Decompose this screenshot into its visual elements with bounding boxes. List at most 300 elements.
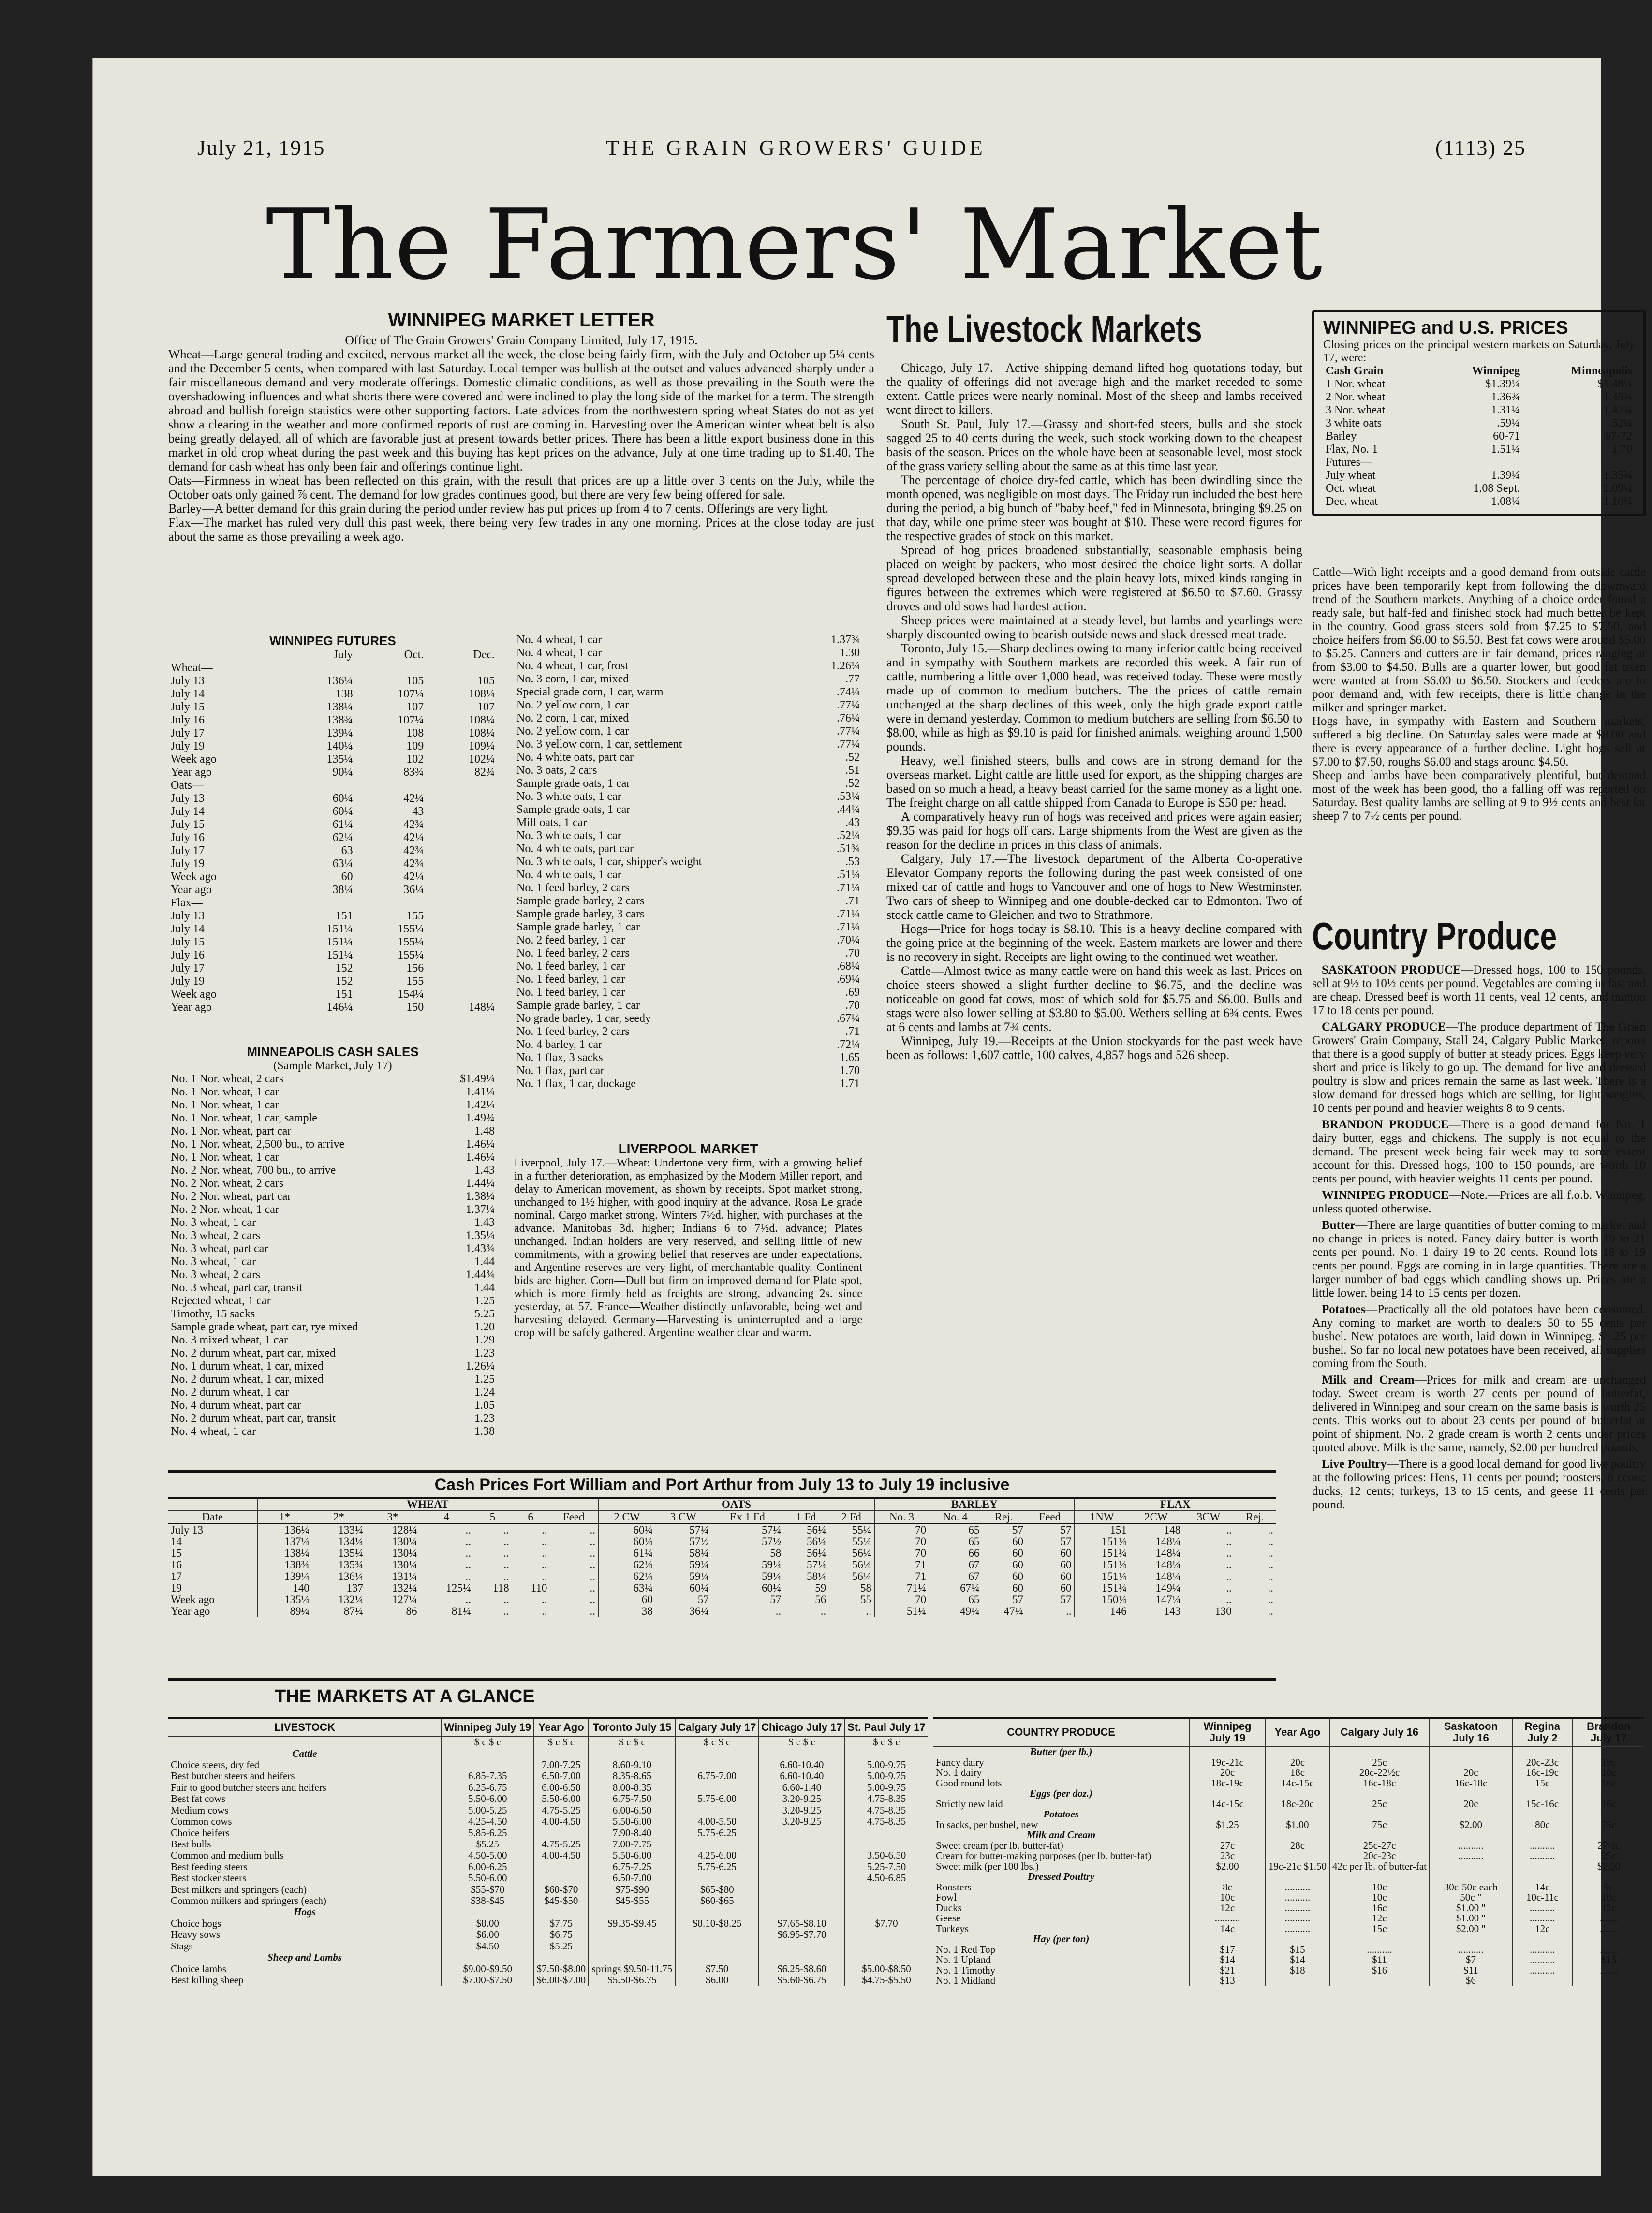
- glance-heading: THE MARKETS AT A GLANCE: [275, 1686, 535, 1707]
- glance-section-row: [933, 1746, 1644, 1757]
- mpls-table: [168, 1073, 497, 1438]
- futures-cell: Year ago: [171, 884, 212, 896]
- glance-cell: 4.75-8.35: [845, 1816, 928, 1827]
- glance-cell: $5.60-$6.75: [759, 1975, 845, 1986]
- glance-cell: $1.25: [1189, 1820, 1266, 1830]
- glance-empty: [845, 1952, 928, 1963]
- newspaper-page: [92, 58, 1646, 2176]
- cash-col-header: 3CW: [1183, 1511, 1234, 1524]
- futures-cell: 155: [406, 975, 424, 988]
- glance-cell: 5.50-6.00: [442, 1873, 533, 1884]
- produce-paragraph-lead: Milk and Cream: [1322, 1373, 1415, 1387]
- futures-cell: 102: [406, 753, 424, 766]
- glance-section-label: Hay (per ton): [1032, 1933, 1090, 1945]
- cash-price-cell: ..: [1268, 1547, 1273, 1559]
- cash-sale-row: [514, 1025, 862, 1038]
- glance-empty: [533, 1952, 589, 1963]
- glance-col-header: St. Paul July 17: [845, 1718, 928, 1736]
- glance-empty: [1573, 1830, 1644, 1841]
- futures-cell: 42¼: [403, 870, 424, 883]
- cash-price-cell: ..: [590, 1547, 595, 1559]
- glance-cell: 6.75-7.25: [589, 1861, 675, 1873]
- glance-row: [168, 1929, 928, 1940]
- cash-sale-price: .52¼: [837, 829, 860, 842]
- glance-cell: $7.50-$8.00: [533, 1963, 589, 1975]
- cash-price-cell: 56: [815, 1593, 826, 1606]
- glance-cell: [1329, 1976, 1430, 1986]
- glance-cell: ..........: [1266, 1892, 1329, 1903]
- cash-price-cell: 57: [1060, 1593, 1072, 1606]
- glance-empty: [1266, 1788, 1329, 1799]
- glance-cell: $13: [1189, 1976, 1266, 1986]
- glance-cell: 6.60-1.40: [759, 1782, 845, 1793]
- cash-sale-price: 1.44¾: [466, 1269, 495, 1281]
- glance-cell: Sweet milk (per 100 lbs.): [936, 1860, 1039, 1872]
- glance-section-label: Milk and Cream: [1026, 1829, 1096, 1841]
- glance-empty: [1430, 1934, 1512, 1945]
- cash-price-cell: 70: [874, 1548, 929, 1559]
- cash-sale-row: [514, 895, 862, 908]
- cash-price-cell: 138¼: [257, 1548, 312, 1559]
- glance-cell: $5.50-$6.75: [589, 1975, 675, 1986]
- cash-price-cell: 149¼: [1155, 1582, 1181, 1594]
- prices-heading: WINNIPEG and U.S. PRICES: [1323, 318, 1568, 338]
- produce-paragraph-text: —There are large quantities of butter coming to market and no change in prices is noted. Fancy dairy butter is worth 19 to 21 cents per pound. No. 1 dairy 19 to 20 cents. Round lots 18 to 19 cents per pound. Eggs are coming in in large quantities. There are a larger number of bad eggs which candling shows up. Prices are a little lower, being 14 to 15 cents per dozen.: [1312, 1219, 1646, 1299]
- cash-group-header: BARLEY: [874, 1498, 1075, 1511]
- cash-price-cell: ..: [1268, 1593, 1273, 1606]
- futures-cell: [426, 884, 497, 897]
- cash-price-row: [168, 1536, 1276, 1548]
- cash-sale-row: [514, 986, 862, 999]
- cash-price-cell: ..: [503, 1547, 509, 1559]
- livestock-paragraph: The percentage of choice dry-fed cattle, which has been dwindling since the month opened, was negligible on most days. The Friday run included the best here during the period, a big bunch of "baby beef," fed in Minnesota, bringing $9.25 on that day, while one prime steer was bought at $10. These were record figures for the respective grades of stock on this market.: [886, 473, 1302, 543]
- cash-sale-price: .43: [845, 816, 860, 829]
- prices-col-header: Cash Grain: [1326, 365, 1384, 377]
- glance-cell: [845, 1839, 928, 1850]
- liverpool-text: Liverpool, July 17.—Wheat: Undertone very firm, with a growing belief in a further deterioration, as emphasized by the Modern Miller report, and delay to American movement, as shown by receipts. Spot market strong, unchanged to 1½ higher, with good inquiry at the advance. Rosa Le grade nominal. Cargo market strong. Winters 7½d. higher, with purchases at the advance. Manitobas 3d. higher; Indians 6 to 7½d. advance; Plates unchanged. Indian holders are very reserved, and selling little of new commitments, with a growing belief that reserves are under expectations, and Argentine reserves are very light, of merchantable quality. Continent bids are higher. Corn—Dull but firm on improved demand for Plate spot, which is more firmly held as freights are strong, advancing 2s. since yesterday, at 57. France—Weather distinctly unfavorable, being wet and harvesting delayed. Germany—Harvesting is uninterrupted and a large crop will be safely gathered. Argentine weather clear and warm.: [514, 1157, 862, 1339]
- cash-price-cell: 133¼: [338, 1524, 364, 1536]
- glance-cell: $9.35-$9.45: [589, 1918, 675, 1929]
- glance-cell: 75c: [1573, 1820, 1644, 1830]
- prices-futures-cell: Dec. wheat: [1326, 495, 1378, 508]
- cash-price-cell: ..: [590, 1593, 595, 1606]
- cash-price-cell: ..: [541, 1559, 547, 1571]
- cash-sale-row: [168, 1138, 497, 1151]
- futures-cell: Week ago: [171, 753, 217, 766]
- cash-sale-price: 1.37¾: [831, 634, 860, 646]
- produce-paragraph-lead: Live Poultry: [1322, 1458, 1387, 1471]
- glance-section-label: Eggs (per doz.): [1030, 1787, 1093, 1799]
- glance-cell: Fair to good butcher steers and heifers: [171, 1781, 326, 1793]
- cash-price-cell: ..: [590, 1559, 595, 1571]
- glance-cell: [442, 1759, 533, 1770]
- cash-sale-price: 1.35¼: [466, 1229, 495, 1242]
- glance-header-row: [933, 1718, 1644, 1746]
- cash-price-cell: 132¼: [338, 1593, 364, 1606]
- cash-col-header: No. 4: [929, 1511, 982, 1524]
- glance-cell: ..........: [1512, 1841, 1573, 1851]
- livestock-markets: [886, 307, 1302, 1062]
- cash-price-cell: 65: [968, 1535, 980, 1548]
- cash-sale-row: [514, 634, 862, 647]
- cash-sale-price: .77: [845, 673, 860, 685]
- futures-cell: 154¼: [398, 988, 424, 1001]
- produce-paragraph-text: —There is a good local demand for good live poultry at the following prices: Hens, 11 cents per pound; roosters, 8 cents; ducks, 12 cents; turkeys, 13 to 15 cents, and geese 11 cents per pound.: [1312, 1458, 1646, 1511]
- prices-row: [1323, 417, 1635, 430]
- glance-row: [168, 1805, 928, 1816]
- cash-col-header: 2CW: [1129, 1511, 1183, 1524]
- cash-sale-row: [514, 842, 862, 856]
- glance-cell: [676, 1941, 759, 1952]
- cash-sale-desc: No. 2 Nor. wheat, 2 cars: [171, 1177, 284, 1190]
- futures-cell: July 19: [171, 740, 205, 752]
- cash-sale-price: 1.65: [840, 1051, 860, 1064]
- cash-sale-row: [168, 1151, 497, 1164]
- cash-sale-desc: No. 2 corn, 1 car, mixed: [516, 712, 629, 724]
- glance-cell: 5.50-6.00: [589, 1816, 675, 1827]
- cash-sale-price: .51: [845, 764, 860, 777]
- glance-cell: 8.60-9.10: [589, 1759, 675, 1770]
- glance-unit: $ c $ c: [442, 1736, 533, 1748]
- glance-cell: $13: [1573, 1955, 1644, 1965]
- cash-sale-price: .70: [845, 999, 860, 1012]
- glance-cell: [533, 1873, 589, 1884]
- glance-row: [933, 1965, 1644, 1976]
- glance-cell: Turkeys: [936, 1922, 969, 1934]
- cash-sale-row: [168, 1308, 497, 1321]
- winnipeg-futures: [168, 634, 497, 1014]
- cash-price-cell: ..: [1226, 1582, 1232, 1594]
- cash-sale-desc: No. 4 wheat, 1 car: [171, 1425, 256, 1438]
- glance-cell: $16: [1329, 1965, 1430, 1976]
- cash-price-cell: 151: [1075, 1524, 1129, 1536]
- glance-produce-table: [933, 1717, 1644, 1986]
- cash-sale-desc: Sample grade oats, 1 car: [516, 803, 631, 816]
- glance-cell: 3.50-6.50: [845, 1850, 928, 1861]
- livestock-paragraph: Calgary, July 17.—The livestock department of the Alberta Co-operative Elevator Company reports the following during the past week consisted of one mixed car of cattle and hogs to Vancouver and one of hogs to New Westminster. Two cars of sheep to Winnipeg and one double-decked car to Edmonton. Two of stock cattle came to Gleichen and two to Strathmore.: [886, 852, 1302, 922]
- cash-price-cell: ..: [503, 1535, 509, 1548]
- glance-row: [168, 1839, 928, 1850]
- cash-price-cell: Week ago: [171, 1593, 215, 1606]
- cash-prices-table: [168, 1497, 1276, 1617]
- cash-sale-desc: Special grade corn, 1 car, warm: [516, 686, 664, 698]
- futures-row: [168, 1001, 497, 1014]
- cash-sale-price: .52: [845, 777, 860, 790]
- cash-price-cell: ..: [1226, 1593, 1232, 1606]
- glance-row: [168, 1861, 928, 1873]
- cash-sale-row: [168, 1347, 497, 1360]
- cash-price-cell: 110: [531, 1582, 547, 1594]
- cash-sale-price: 5.25: [474, 1308, 495, 1320]
- cash-price-cell: ..: [465, 1535, 471, 1548]
- glance-unit: [168, 1736, 442, 1748]
- glance-empty: [1189, 1746, 1266, 1757]
- glance-cell: 25c: [1329, 1799, 1430, 1810]
- page-number: (1113) 25: [1435, 136, 1526, 160]
- cash-price-cell: 47¼: [1003, 1605, 1024, 1617]
- cash-price-cell: 148¼: [1155, 1570, 1181, 1582]
- cash-price-cell: 60: [1060, 1547, 1072, 1559]
- glance-cell: 18c-19c: [1189, 1778, 1266, 1789]
- cash-price-cell: 151¼: [1075, 1548, 1129, 1559]
- glance-cell: [845, 1895, 928, 1906]
- glance-cell: $60-$65: [676, 1895, 759, 1906]
- glance-cell: ..........: [1512, 1903, 1573, 1914]
- cash-price-cell: 16: [171, 1559, 182, 1571]
- prices-cell: 1 Nor. wheat: [1326, 378, 1386, 390]
- cash-price-cell: ..: [866, 1605, 872, 1617]
- cash-price-cell: ..: [1226, 1547, 1232, 1559]
- futures-row: [168, 701, 497, 714]
- futures-cell: July 19: [171, 857, 205, 870]
- cash-price-cell: 130¼: [392, 1535, 417, 1548]
- cash-sale-price: 1.23: [474, 1347, 495, 1359]
- glance-cell: Best stocker steers: [171, 1872, 247, 1884]
- prices-cell: 1.36¾: [1491, 391, 1520, 403]
- glance-empty: [759, 1907, 845, 1918]
- futures-cell: 151: [335, 910, 353, 922]
- glance-cell: 28c: [1266, 1841, 1329, 1851]
- glance-cell: 16c-18c: [1329, 1778, 1430, 1789]
- glance-cell: [845, 1929, 928, 1940]
- cash-price-cell: ..: [775, 1605, 782, 1617]
- cash-sale-row: [514, 725, 862, 738]
- futures-cell: 43: [412, 805, 424, 818]
- futures-cell: [426, 975, 497, 988]
- glance-cell: 4.00-5.50: [676, 1816, 759, 1827]
- glance-section-label: Hogs: [294, 1906, 316, 1918]
- glance-cell: $7.50: [676, 1963, 759, 1975]
- futures-cell: Week ago: [171, 988, 217, 1001]
- futures-cell: 36¼: [403, 884, 424, 896]
- prices-intro: Closing prices on the principal western markets on Saturday, July 17, were:: [1323, 339, 1635, 364]
- glance-cell: 4.50-5.00: [442, 1850, 533, 1861]
- cash-price-cell: 67: [968, 1559, 980, 1571]
- futures-cell: Year ago: [171, 766, 212, 779]
- glance-col-header: Toronto July 15: [589, 1718, 675, 1736]
- produce-paragraph: [1312, 1219, 1646, 1300]
- cash-price-cell: 58¼: [806, 1570, 826, 1582]
- glance-cell: [676, 1805, 759, 1816]
- prices-table: [1323, 365, 1635, 508]
- glance-empty: [589, 1748, 675, 1759]
- cash-col-header: 2*: [312, 1511, 366, 1524]
- cash-sale-price: 1.46¼: [466, 1138, 495, 1151]
- glance-cell: 25c-27c: [1329, 1841, 1430, 1851]
- cash-sale-row: [168, 1412, 497, 1425]
- mpls-table-continued: [514, 634, 862, 1091]
- cash-price-cell: 60: [1060, 1582, 1072, 1594]
- glance-row: [168, 1963, 928, 1975]
- glance-cell: 5.25-7.50: [845, 1861, 928, 1873]
- cash-price-cell: ..: [503, 1605, 509, 1617]
- glance-cell: [676, 1759, 759, 1770]
- glance-section-row: [933, 1830, 1644, 1841]
- glance-cell: 20c: [1430, 1799, 1512, 1810]
- cash-price-cell: 56¼: [852, 1547, 872, 1559]
- glance-cell: Best fat cows: [171, 1793, 226, 1805]
- glance-empty: [1266, 1830, 1329, 1841]
- futures-cell: 108: [406, 727, 424, 739]
- cash-price-cell: ..: [590, 1605, 595, 1617]
- cash-price-cell: 150¼: [1075, 1594, 1129, 1606]
- glance-row: [168, 1816, 928, 1827]
- cash-price-cell: 49¼: [960, 1605, 980, 1617]
- glance-empty: [1329, 1830, 1430, 1841]
- cash-group-row: [168, 1498, 1276, 1511]
- prices-cell: 3 Nor. wheat: [1326, 404, 1386, 416]
- glance-cell: [759, 1884, 845, 1895]
- cash-sale-row: [514, 660, 862, 673]
- futures-row: [168, 818, 497, 831]
- glance-cell: No. 1 Upland: [936, 1954, 991, 1965]
- glance-header-row: [168, 1718, 928, 1736]
- cash-price-cell: ..: [1268, 1535, 1273, 1548]
- glance-cell: 12c: [1329, 1913, 1430, 1924]
- prices-cell: $1.39¼: [1485, 378, 1520, 390]
- glance-cell: 20c: [1189, 1768, 1266, 1778]
- futures-col-header: July: [333, 649, 353, 661]
- cash-col-header: Feed: [1026, 1511, 1075, 1524]
- futures-group-row: [168, 662, 497, 675]
- prices-futures-cell: 1.35¾: [1603, 469, 1632, 482]
- cash-sale-desc: Sample grade barley, 2 cars: [516, 895, 645, 907]
- produce-paragraph: [1312, 1189, 1646, 1216]
- cash-price-cell: 17: [171, 1570, 182, 1582]
- cash-sale-price: 1.71: [840, 1077, 860, 1090]
- glance-cell: 7.90-8.40: [589, 1828, 675, 1839]
- cash-sale-desc: No. 1 Nor. wheat, 1 car, sample: [171, 1112, 317, 1124]
- glance-cell: [759, 1850, 845, 1861]
- glance-cell: 4.25-4.50: [442, 1816, 533, 1827]
- glance-unit: $ c $ c: [676, 1736, 759, 1748]
- cash-sale-price: 1.43: [474, 1216, 495, 1229]
- glance-cell: Best killing sheep: [171, 1974, 244, 1986]
- glance-empty: [1573, 1746, 1644, 1757]
- futures-cell: July 14: [171, 805, 205, 818]
- produce-paragraph-text: —The produce department of The Grain Growers' Grain Company, Stall 24, Calgary Public Market, reports that there is a good supply of butter at steady prices. Eggs keep very short and price is likely to go up. The demand for live and dressed poultry is slow and prices remain the same as last week. There is a slow demand for dressed hogs which are selling, for light weights, 10 cents per pound and heavier weights 8 to 9 cents.: [1312, 1020, 1646, 1115]
- cash-sale-row: [514, 647, 862, 660]
- glance-cell: 3.20-9.25: [759, 1793, 845, 1804]
- produce-paragraph-lead: SASKATOON PRODUCE: [1322, 963, 1461, 976]
- futures-cell: 135¼: [326, 753, 353, 766]
- futures-cell: [426, 857, 497, 870]
- cash-sale-desc: No. 1 flax, 3 sacks: [516, 1051, 603, 1064]
- glance-cell: $1.00 ": [1430, 1913, 1512, 1924]
- cash-price-cell: ..: [503, 1559, 509, 1571]
- cash-sale-row: [168, 1073, 497, 1086]
- glance-empty: [1266, 1809, 1329, 1820]
- cash-price-cell: ..: [503, 1524, 509, 1536]
- futures-row: [168, 740, 497, 753]
- glance-empty: [845, 1748, 928, 1759]
- glance-col-header: Calgary July 16: [1329, 1718, 1430, 1746]
- produce-paragraph: [1312, 1458, 1646, 1512]
- futures-cell: 140¼: [326, 740, 353, 752]
- glance-row: [933, 1851, 1644, 1861]
- cash-price-cell: 57: [770, 1593, 782, 1606]
- futures-cell: 107: [406, 701, 424, 713]
- cash-sale-price: 1.38¼: [466, 1190, 495, 1203]
- glance-cell: 14c-15c: [1266, 1778, 1329, 1789]
- glance-col-header: Saskatoon July 16: [1430, 1718, 1512, 1746]
- glance-cell: 4.75-5.25: [533, 1839, 589, 1850]
- cash-sale-row: [168, 1177, 497, 1190]
- futures-cell: 152: [335, 962, 353, 974]
- cash-sale-row: [168, 1399, 497, 1412]
- cash-sale-desc: Timothy, 15 sacks: [171, 1308, 255, 1320]
- glance-cell: 27c: [1189, 1841, 1266, 1851]
- cash-price-cell: 38: [598, 1606, 655, 1617]
- glance-cell: [759, 1861, 845, 1873]
- glance-cell: Strictly new laid: [936, 1798, 1003, 1810]
- cash-price-cell: ..: [820, 1605, 826, 1617]
- futures-cell: 60¼: [332, 805, 353, 818]
- cash-price-cell: 135¾: [338, 1559, 364, 1571]
- glance-col-header: Year Ago: [533, 1718, 589, 1736]
- cash-col-header: Rej.: [1234, 1511, 1276, 1524]
- produce-paragraph: [1312, 1373, 1646, 1455]
- glance-cell: $75-$90: [589, 1884, 675, 1895]
- cash-sale-row: [168, 1386, 497, 1399]
- futures-row: [168, 714, 497, 727]
- produce-paragraph: [1312, 1118, 1646, 1186]
- glance-cell: 16c-19c: [1512, 1768, 1573, 1778]
- cash-sale-price: .71: [845, 1025, 860, 1038]
- cash-price-cell: 118: [493, 1582, 509, 1594]
- cash-price-cell: 127¼: [392, 1593, 417, 1606]
- glance-col-header: Winnipeg July 19: [1189, 1718, 1266, 1746]
- glance-empty: [1512, 1934, 1573, 1945]
- prices-col-header: Winnipeg: [1472, 365, 1520, 377]
- futures-cell: [426, 870, 497, 884]
- glance-cell: [759, 1941, 845, 1952]
- glance-cell: 5.50-6.00: [533, 1793, 589, 1804]
- cash-col-header: 5: [473, 1511, 512, 1524]
- glance-col-header: COUNTRY PRODUCE: [933, 1718, 1189, 1746]
- futures-heading: WINNIPEG FUTURES: [269, 634, 396, 648]
- glance-cell: 19c-21c $1.50: [1266, 1861, 1329, 1872]
- glance-cell: 4.50-6.85: [845, 1873, 928, 1884]
- glance-cell: Common milkers and springers (each): [171, 1895, 326, 1907]
- cash-sale-price: .77¼: [837, 699, 860, 711]
- glance-cell: $2.50: [1573, 1861, 1644, 1872]
- cash-price-cell: 86: [406, 1605, 417, 1617]
- prices-cell: 1.51¼: [1491, 443, 1520, 456]
- glance-cell: 4.75-8.35: [845, 1793, 928, 1804]
- cash-group-header: OATS: [598, 1498, 874, 1511]
- cash-sale-desc: No. 1 Nor. wheat, part car: [171, 1125, 292, 1137]
- prices-futures-row: [1323, 495, 1635, 508]
- glance-empty: [1573, 1934, 1644, 1945]
- cash-sale-price: .72¼: [837, 1038, 860, 1051]
- cash-price-cell: ..: [541, 1524, 547, 1536]
- cash-col-header: 1NW: [1075, 1511, 1129, 1524]
- cash-price-cell: 139¼: [257, 1571, 312, 1582]
- cash-sale-row: [514, 764, 862, 777]
- glance-col-header: Brandon July 17: [1573, 1718, 1644, 1746]
- cash-price-cell: 57: [697, 1593, 709, 1606]
- glance-cell: Common and medium bulls: [171, 1849, 284, 1861]
- glance-col-header: LIVESTOCK: [168, 1718, 442, 1736]
- glance-empty: [1512, 1830, 1573, 1841]
- glance-cell: $11: [1430, 1965, 1512, 1976]
- glance-empty: [1266, 1934, 1329, 1945]
- glance-cell: Best butcher steers and heifers: [171, 1770, 295, 1782]
- futures-row: [168, 962, 497, 975]
- cash-price-cell: 57½: [689, 1535, 709, 1548]
- cash-price-cell: 130: [1215, 1605, 1232, 1617]
